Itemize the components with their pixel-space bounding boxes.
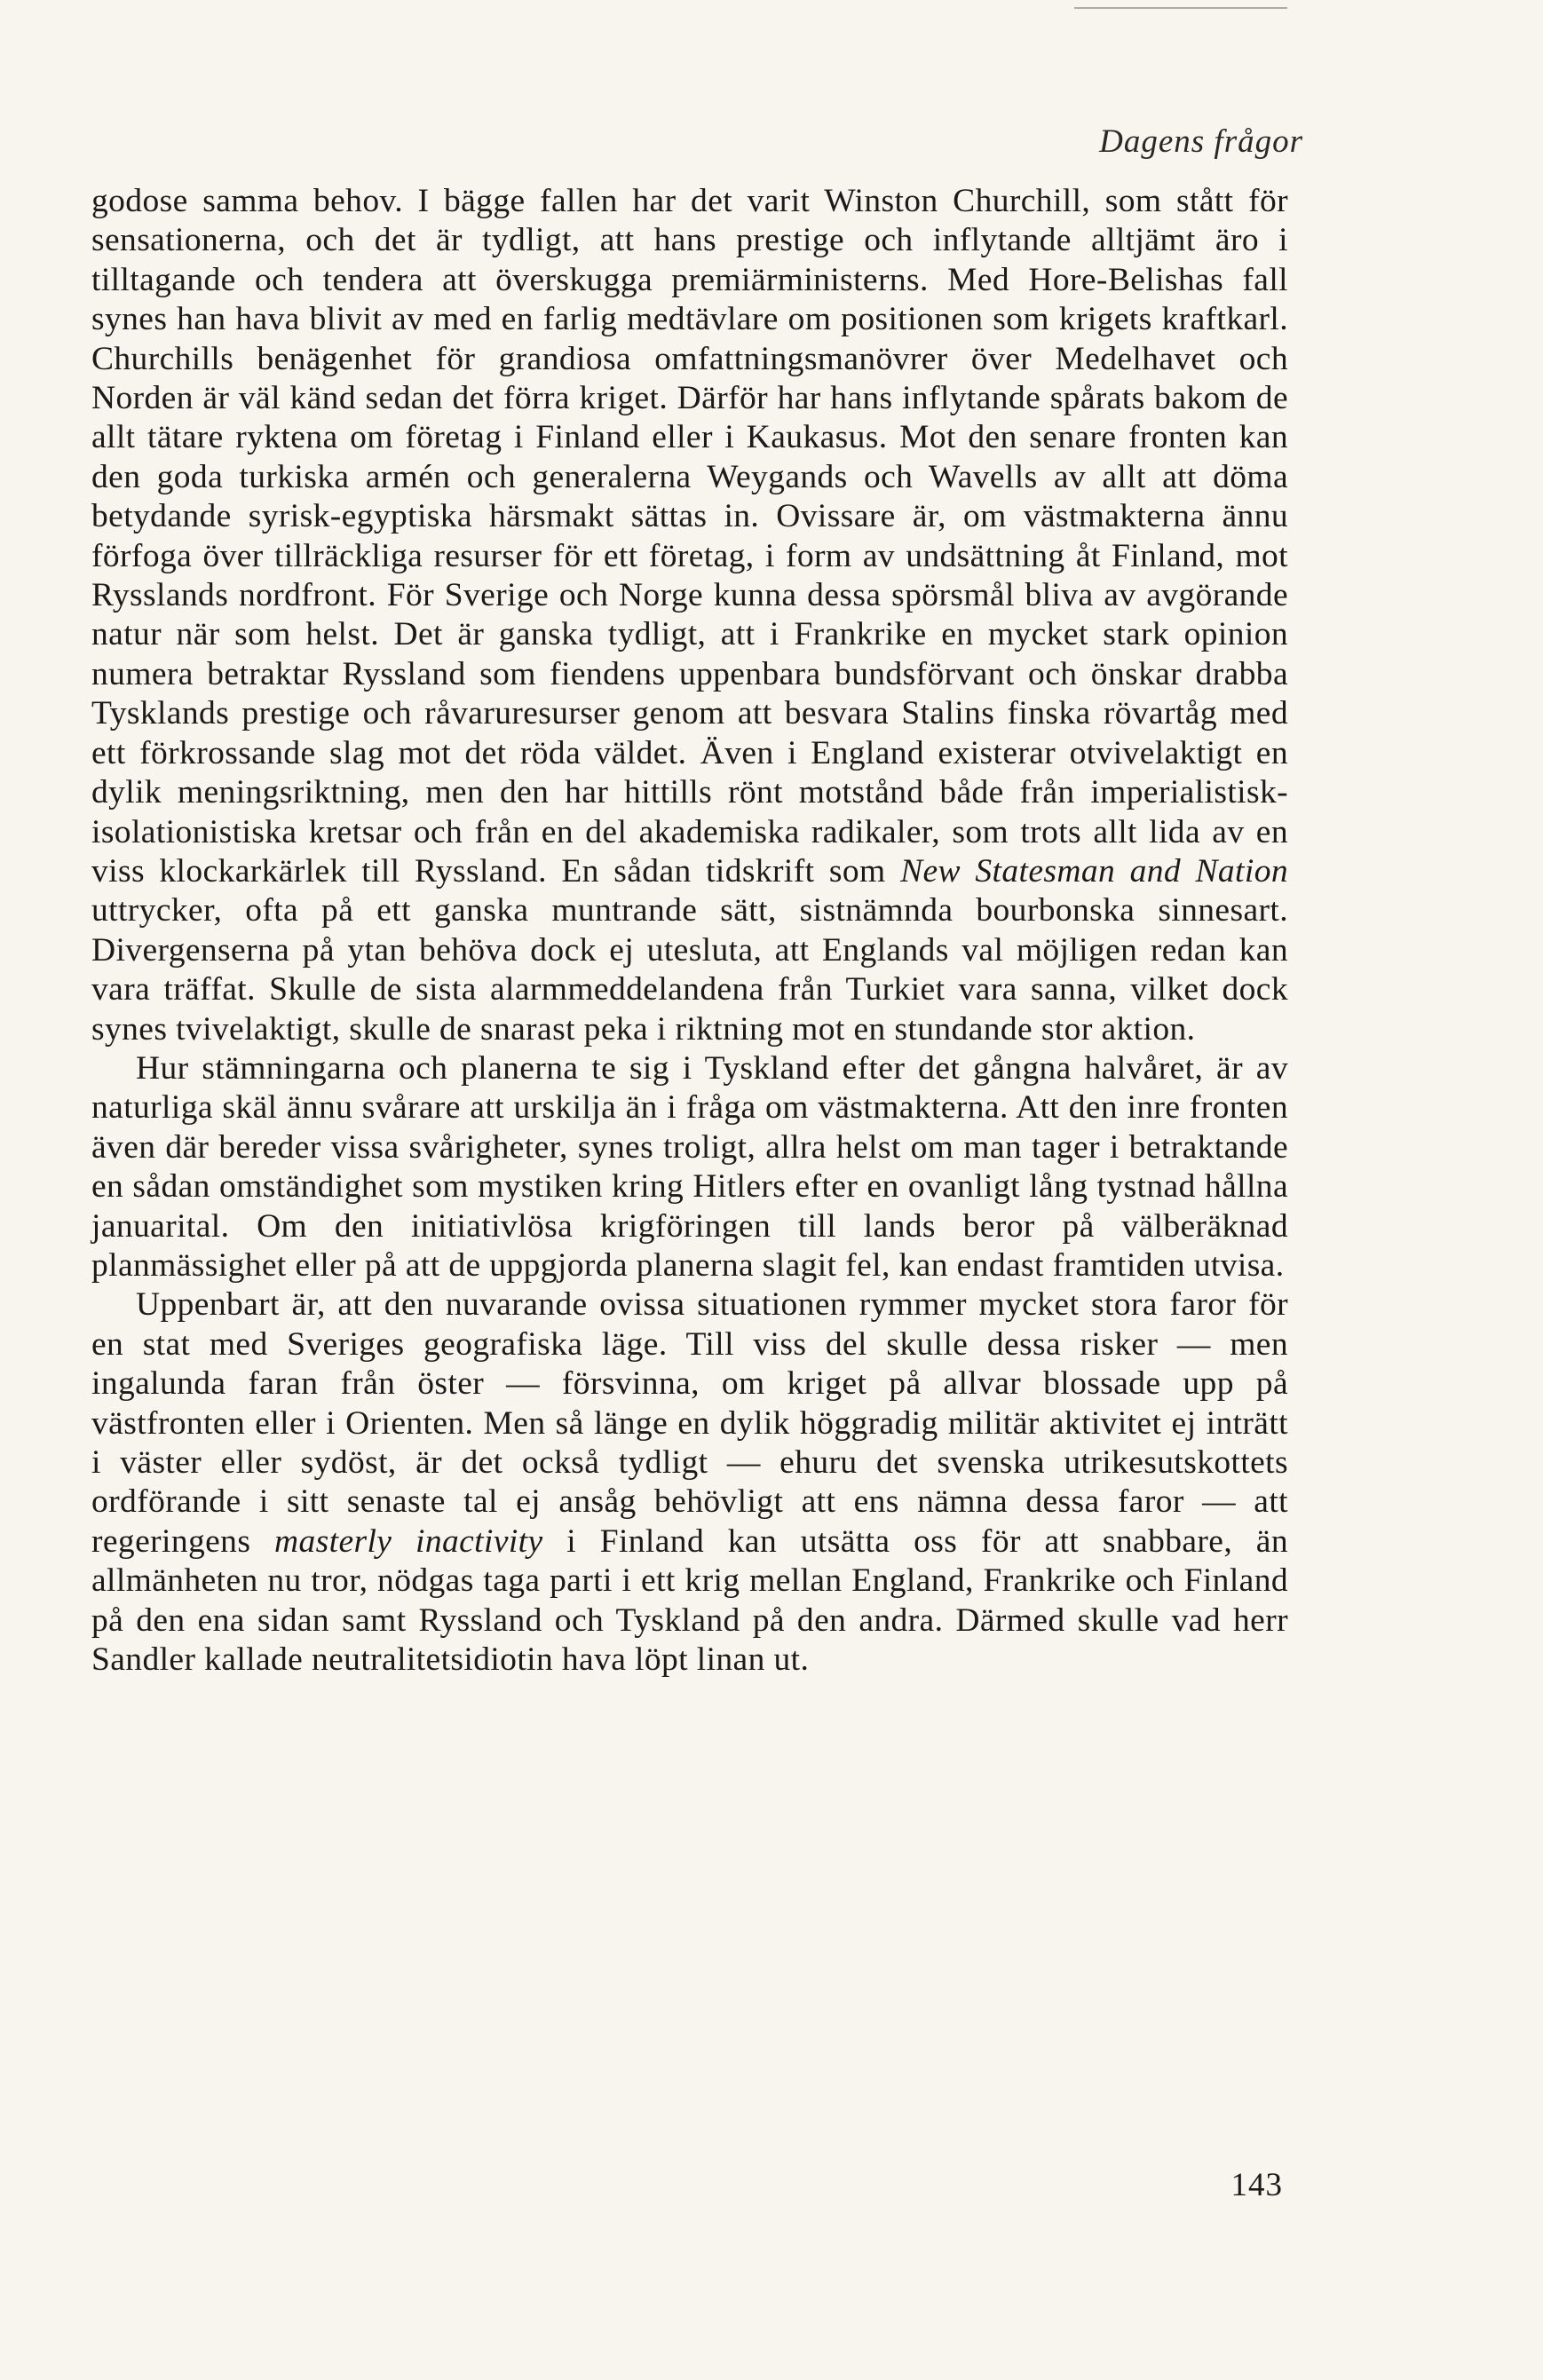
text-segment: Hur stämningarna och planerna te sig i Tyskland efter det gångna halvåret, är av naturliga skäl ännu svårare att urskilja än i fråga om västmakterna. Att den inre fronten även där bereder vissa svårigheter, synes troligt, allra helst om man tager i betraktande en sådan omständighet som mystiken kring Hitlers efter en ovanligt lång tystnad hållna januarital. Om den initiativlösa krigföringen till lands beror på välberäknad planmässighet eller på att de uppgjorda planerna slagit fel, kan endast framtiden utvisa. [91, 1049, 1288, 1284]
paragraph-1 [91, 182, 1288, 1049]
page-number: 143 [1230, 2167, 1283, 2203]
paragraph-3 [91, 1285, 1288, 1680]
body-text [91, 182, 1288, 1680]
running-head: Dagens frågor [1099, 123, 1303, 160]
text-segment: Uppenbart är, att den nuvarande ovissa situationen rymmer mycket stora faror för en stat med Sveriges geografiska läge. Till viss del skulle dessa risker — men ingalunda faran från öster — försvinna, om kriget på allvar blossade upp på västfronten eller i Orienten. Men så länge en dylik höggradig militär aktivitet ej inträtt i väster eller sydöst, är det också tydligt — ehuru det svenska utrikesutskottets ordförande i sitt senaste tal ej ansåg behövligt att ens nämna dessa faror — att regeringens [91, 1286, 1288, 1560]
text-segment: godose samma behov. I bägge fallen har det varit Winston Churchill, som stått för sensationerna, och det är tydligt, att hans prestige och inflytande alltjämt äro i tilltagande och tendera att överskugga premiärministerns. Med Hore-Belishas fall synes han hava blivit av med en farlig medtävlare om positionen som krigets kraftkarl. Churchills benägenhet för grandiosa omfattningsmanövrer över Medelhavet och Norden är väl känd sedan det förra kriget. Därför har hans inflytande spårats bakom de allt tätare ryktena om företag i Finland eller i Kaukasus. Mot den senare fronten kan den goda turkiska armén och generalerna Weygands och Wavells av allt att döma betydande syrisk-egyptiska härsmakt sättas in. Ovissare är, om västmakterna ännu förfoga över tillräckliga resurser för ett företag, i form av undsättning åt Finland, mot Rysslands nordfront. För Sverige och Norge kunna dessa spörsmål bliva av avgörande natur när som helst. Det är ganska tydligt, att i Frankrike en mycket stark opinion numera betraktar Ryssland som fiendens uppenbara bundsförvant och önskar drabba Tysklands prestige och råvaruresurser genom att besvara Stalins finska rövartåg med ett förkrossande slag mot det röda väldet. Även i England existerar otvivelaktigt en dylik meningsriktning, men den har hittills rönt motstånd både från imperialistisk-isolationistiska kretsar och från en del akademiska radikaler, som trots allt lida av en viss klockarkärlek till Ryssland. En sådan tidskrift som [91, 183, 1288, 890]
italic-phrase: masterly inactivity [274, 1522, 543, 1560]
text-segment: i Finland kan utsätta oss för att snabbare, än allmänheten nu tror, nödgas taga parti i ett krig mellan England, Frankrike och Finland på den ena sidan samt Ryssland och Tyskland på den andra. Därmed skulle vad herr Sandler kallade neutralitetsidiotin hava löpt linan ut. [91, 1522, 1288, 1679]
text-segment: uttrycker, ofta på ett ganska muntrande sätt, sistnämnda bourbonska sinnesart. Divergenserna på ytan behöva dock ej utesluta, att Englands val möjligen redan kan vara träffat. Skulle de sista alarmmeddelandena från Turkiet vara sanna, vilket dock synes tvivelaktigt, skulle de snarast peka i riktning mot en stundande stor aktion. [91, 892, 1288, 1048]
paragraph-2 [91, 1049, 1288, 1285]
top-rule [1074, 7, 1287, 9]
italic-title: New Statesman and Nation [900, 852, 1288, 890]
